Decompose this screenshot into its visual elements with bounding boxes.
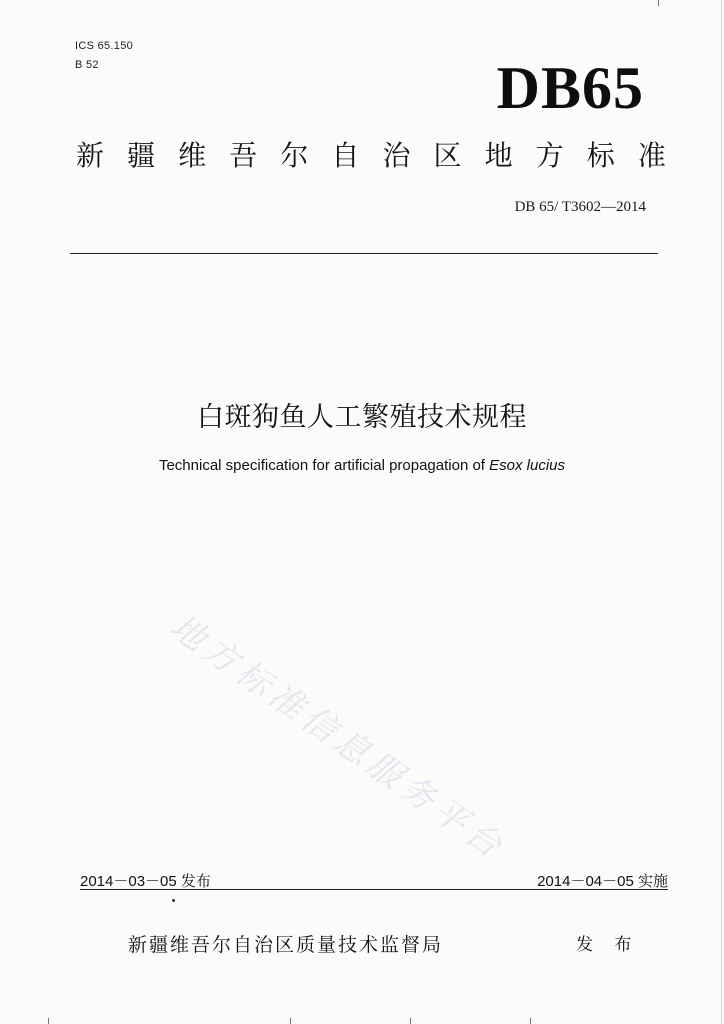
region-title-char: 治 [382, 139, 411, 172]
scan-tick [658, 0, 659, 6]
footer-divider [80, 889, 668, 890]
scan-tick [530, 1018, 531, 1024]
region-title-char: 准 [637, 139, 666, 172]
chinese-title: 白斑狗鱼人工繁殖技术规程 [197, 402, 527, 433]
scan-speck [172, 899, 175, 902]
region-title-char: 疆 [127, 139, 156, 172]
ics-code: ICS 65.150 [75, 40, 134, 52]
region-title-char: 标 [586, 139, 615, 172]
region-title-char: 自 [331, 139, 360, 172]
standard-number: DB 65/ T3602—2014 [514, 199, 646, 215]
watermark-text: 地方标准信息服务平台 [162, 606, 514, 869]
region-title-char: 新 [76, 139, 105, 172]
classification-code: B 52 [75, 59, 99, 71]
scan-tick [410, 1018, 411, 1024]
region-title-char: 地 [484, 139, 513, 172]
region-standard-title [76, 139, 666, 172]
issuing-authority: 新疆维吾尔自治区质量技术监督局 [128, 934, 444, 956]
english-title-prefix: Technical specification for artificial propagation of [158, 457, 490, 474]
region-title-char: 方 [535, 139, 564, 172]
scan-tick [48, 1018, 49, 1024]
english-title [0, 457, 724, 474]
page-edge [721, 0, 722, 1024]
issue-date: 2014－03－05 发布 [80, 873, 211, 890]
implementation-date: 2014－04－05 实施 [537, 873, 668, 890]
header-divider [70, 253, 658, 254]
scan-tick [290, 1018, 291, 1024]
region-title-char: 吾 [229, 139, 258, 172]
db65-logo: DB65 [496, 55, 644, 121]
english-title-species: Esox lucius [489, 457, 566, 474]
region-title-char: 维 [178, 139, 207, 172]
publish-label: 发 布 [576, 935, 640, 955]
region-title-char: 尔 [280, 139, 309, 172]
region-title-char: 区 [433, 139, 462, 172]
